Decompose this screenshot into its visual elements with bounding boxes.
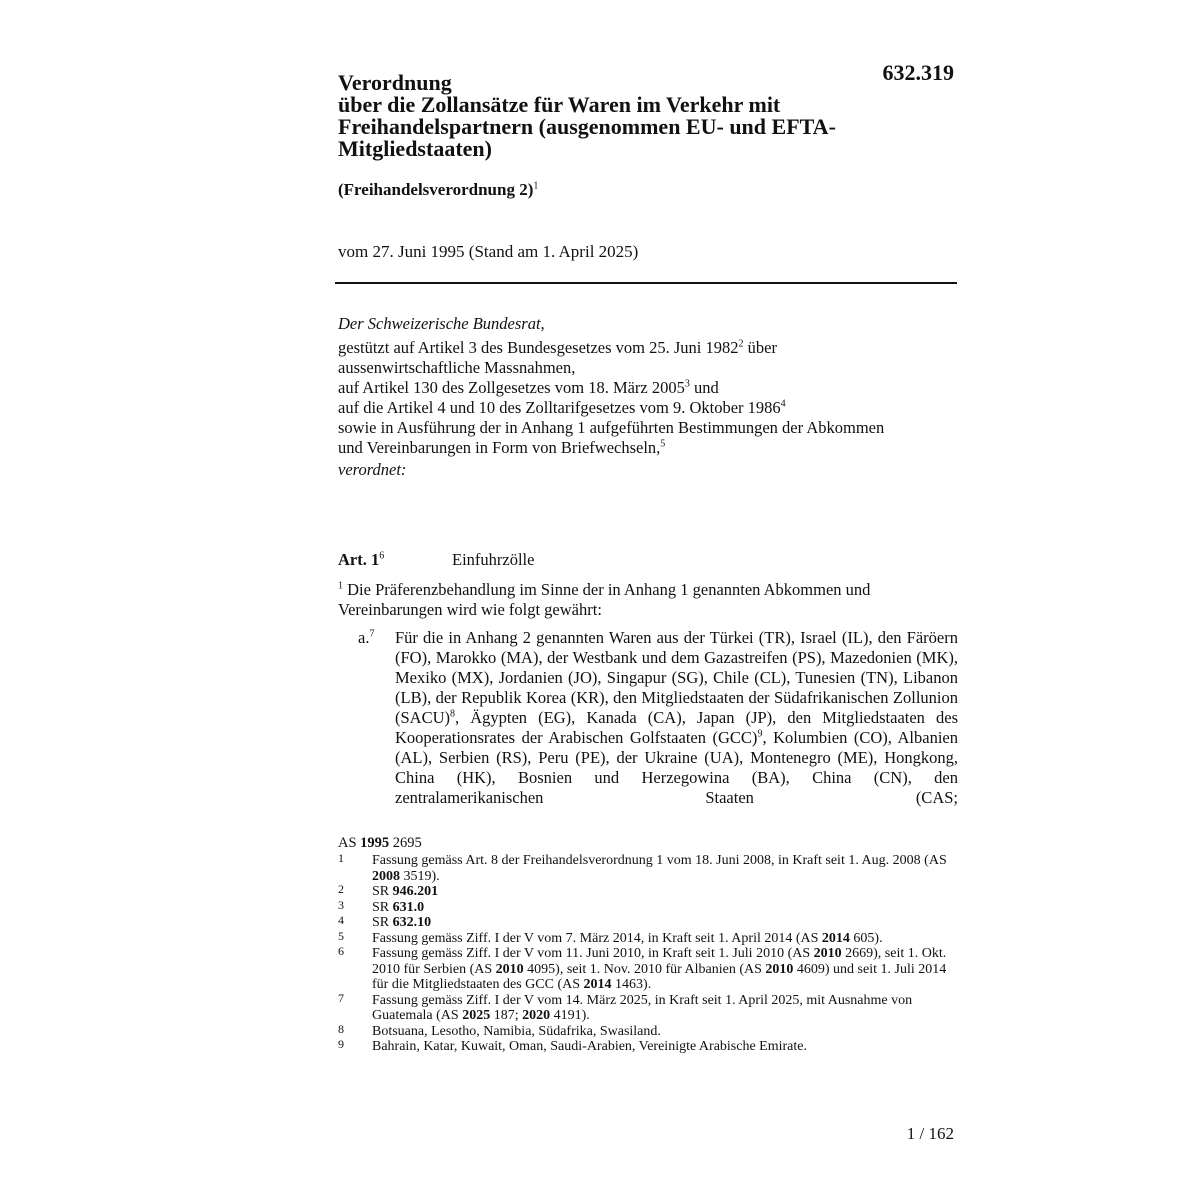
page-number: 1 / 162 bbox=[906, 1124, 954, 1143]
preamble-line: gestützt auf Artikel 3 des Bundesgesetzes vom 25. Juni 1982$^2$ über bbox=[338, 338, 777, 357]
article-heading bbox=[338, 550, 534, 570]
article-number: Art. $1^6$ bbox=[338, 550, 385, 569]
footnote: 5 Fassung gemäss Ziff. I der V vom 7. März 2014, in Kraft seit 1. April 2014 (AS 2014 605). bbox=[338, 928, 883, 946]
preamble-line: und Vereinbarungen in Form von Briefwechseln,$^5$ bbox=[338, 438, 666, 457]
item-label: a.$^7$ bbox=[358, 628, 375, 647]
title-line: Freihandelspartnern (ausgenommen EU- und EFTA- bbox=[338, 114, 836, 139]
preamble-line: aussenwirtschaftliche Massnahmen, bbox=[338, 358, 576, 377]
footnote-ref[interactable]: 6 bbox=[379, 550, 385, 562]
footnotes bbox=[338, 853, 958, 1055]
list-item bbox=[358, 628, 958, 808]
document-title bbox=[338, 72, 918, 160]
as-reference: AS 1995 2695 bbox=[338, 835, 422, 851]
footnote-ref[interactable]: 4 bbox=[780, 398, 786, 410]
footnote-ref[interactable]: 2 bbox=[738, 338, 744, 350]
footnote: 9 Bahrain, Katar, Kuwait, Oman, Saudi-Arabien, Vereinigte Arabische Emirate. bbox=[338, 1037, 807, 1054]
preamble-line: sowie in Ausführung der in Anhang 1 aufgeführten Bestimmungen der Abkommen bbox=[338, 418, 885, 437]
document-date: vom 27. Juni 1995 (Stand am 1. April 2025) bbox=[338, 242, 639, 261]
sr-number: 632.319 bbox=[882, 60, 954, 85]
footnote-ref[interactable]: 8 bbox=[450, 708, 456, 720]
footnote-ref[interactable]: 5 bbox=[660, 438, 666, 450]
title-line: Mitgliedstaaten) bbox=[338, 136, 492, 161]
footnote: 6 Fassung gemäss Ziff. I der V vom 11. Juni 2010, in Kraft seit 1. Juli 2010 (AS 2010 2669), seit 1. Okt. 2010 für Serbien (AS 2010 4095), seit 1. Nov. 2010 für Albanien (AS 2010 4609) und seit 1. Juli 2014 für die Mitgliedstaaten des GCC (AS 2014 1463). bbox=[338, 944, 947, 992]
footnote: 4 SR 632.10 bbox=[338, 913, 432, 930]
footnote: 7 Fassung gemäss Ziff. I der V vom 14. März 2025, in Kraft seit 1. April 2025, mit Ausnahme von Guatemala (AS 2025 187; 2020 4191). bbox=[338, 990, 913, 1023]
issuing-authority: Der Schweizerische Bundesrat, bbox=[338, 314, 545, 333]
article-paragraph bbox=[338, 580, 958, 620]
footnote-ref[interactable]: 3 bbox=[684, 378, 690, 390]
decree-word: verordnet: bbox=[338, 460, 407, 479]
short-title bbox=[338, 180, 538, 200]
footnote: 1 Fassung gemäss Art. 8 der Freihandelsverordnung 1 vom 18. Juni 2008, in Kraft seit 1. Aug. 2008 (AS 2008 3519). bbox=[338, 851, 947, 884]
footnote: 3 SR 631.0 bbox=[338, 897, 425, 915]
preamble-line: auf die Artikel 4 und 10 des Zolltarifgesetzes vom 9. Oktober 1986$^4$ bbox=[338, 398, 786, 417]
title-line: über die Zollansätze für Waren im Verkehr mit bbox=[338, 92, 781, 117]
footnote: 2 SR 946.201 bbox=[338, 882, 439, 899]
paragraph-text: Die Präferenzbehandlung im Sinne der in Anhang 1 genannten Abkommen und Vereinbarungen wird wie folgt gewährt: bbox=[338, 580, 871, 619]
paragraph-number: 1 bbox=[338, 580, 343, 592]
short-title-text: (Freihandelsverordnung 2) bbox=[338, 180, 534, 199]
preamble-line: auf Artikel 130 des Zollgesetzes vom 18. März 2005$^3$ und bbox=[338, 378, 719, 397]
footnote-ref[interactable]: 9 bbox=[757, 728, 763, 740]
article-title: Einfuhrzölle bbox=[452, 550, 535, 569]
footnote-ref[interactable]: 7 bbox=[369, 628, 375, 640]
header-divider bbox=[335, 282, 957, 284]
title-line: Verordnung bbox=[338, 70, 452, 95]
footnote: 8 Botsuana, Lesotho, Namibia, Südafrika, Swasiland. bbox=[338, 1021, 661, 1039]
item-text: Für die in Anhang 2 genannten Waren aus der Türkei (TR), Israel (IL), den Färöern (FO), Marokko (MA), der Westbank und dem Gazastreifen (PS), Mazedonien (MK), Mexiko (MX), Jordanien (JO), Singapur (SG), Chile (CL), Tunesien (TN), Libanon (LB), der Republik Korea (KR), den Mitgliedstaaten der Südafrikanischen Zollunion (SACU)$^8$, Ägypten (EG), Kanada (CA), Japan (JP), den Mitgliedstaaten des Kooperationsrates der Arabischen Golfstaaten (GCC)$^9$, Kolumbien (CO), Albanien (AL), Serbien (RS), Peru (PE), der Ukraine (UA), Montenegro (ME), Hongkong, China (HK), Bosnien und Herzegowina (BA), China (CN), den zentralamerikanischen Staaten (CAS; bbox=[395, 628, 958, 807]
footnote-ref[interactable]: 1 bbox=[533, 180, 539, 192]
preamble bbox=[338, 314, 958, 480]
